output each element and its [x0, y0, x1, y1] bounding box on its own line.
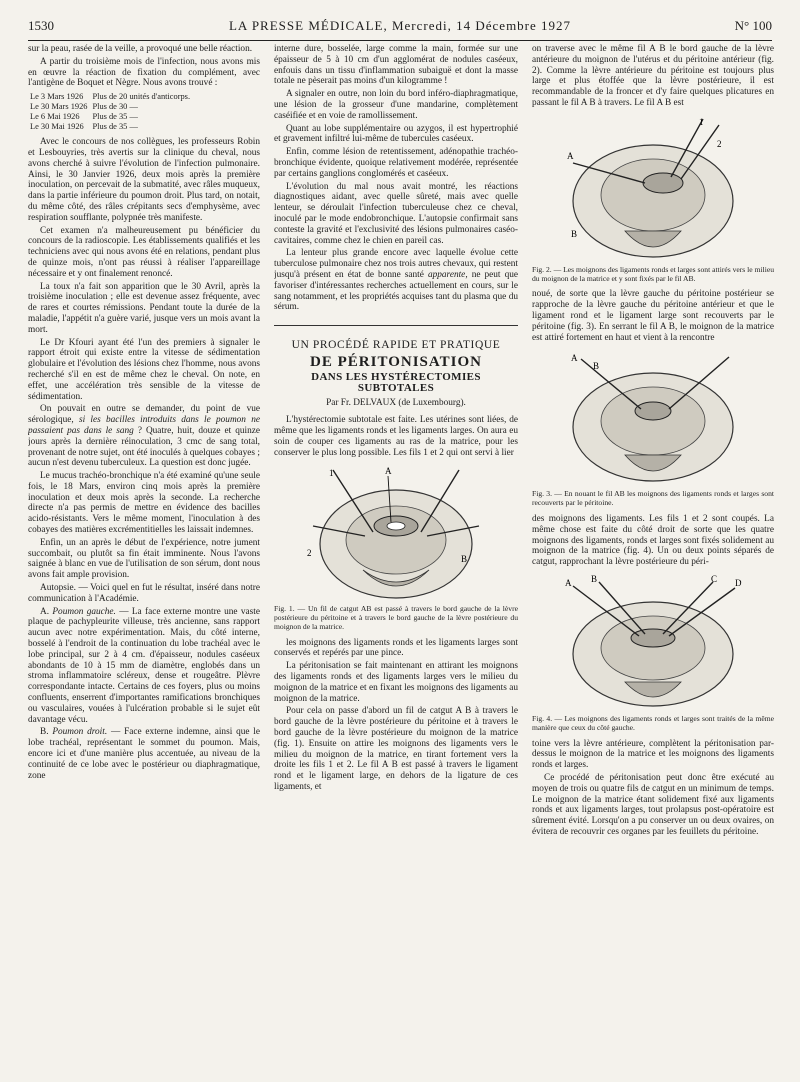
text-run: , ne peut que favoriser d'intéressantes recherches actuellement en cours, sur le sang notamment, et les propriétés acquises tant du plasma que du sérum. [274, 269, 518, 313]
figure-3-caption: Fig. 3. — En nouant le fil AB les moignons des ligaments ronds et larges sont recouverts par le péritoine. [532, 489, 774, 508]
text-run: — La face externe montre une vaste plaque de pachypleurite villeuse, très ancienne, sans rapport aucun avec notre expérimentation. Mais, du côté interne, bosselé à l'endroit de la continuation du lobe trachéal avec le lobe principal, sur 2 à 4 cm. d'épaisseur, nodules caséeux abondants de 10 à 15 mm de diamètre, englobés dans un stroma inflammatoire scléreux, dense et rougeâtre. Plèvre correspondante intacte. Certains de ces foyers, plus ou moins confluents, enserrent d'importantes ramifications bronchiques ou vasculaires, vouées à l'ulcération probable si le sujet eût davantage vécu. [28, 606, 260, 725]
table-row [30, 102, 195, 112]
figure-4-illustration [553, 572, 753, 712]
article-title: DE PÉRITONISATION [310, 353, 482, 370]
figure-4-caption: Fig. 4. — Les moignons des ligaments ronds et larges sont traités de la même manière que ceux du côté gauche. [532, 713, 774, 732]
fig4-label-b: B [591, 573, 598, 584]
cervical-opening [387, 522, 405, 530]
journal-title: LA PRESSE MÉDICALE, Mercredi, 14 Décembre 1927 [228, 18, 572, 33]
fig1-label-b: B [461, 554, 468, 565]
fig1-label-1: 1 [329, 468, 334, 479]
page-number: 1530 [28, 18, 54, 33]
italic-run: si les bacilles introduits dans le poumon ne passaient pas dans le sang [28, 415, 260, 436]
paragraph: Ce procédé de péritonisation peut donc être exécuté au moyen de trois ou quatre fils de catgut en un minimum de temps. Le moignon de la matrice étant solidement fixé aux ligaments ronds et aux ligaments larges, tout prolapsus post-opératoire est sûrement évité. Lorsqu'on a pu conserver un ou deux ovaires, on évitera de recouvrir ces organes par les feuillets du péritoine. [532, 772, 774, 837]
fig2-label-a: A [567, 150, 574, 161]
paragraph: toine vers la lèvre antérieure, complètent la péritonisation par-dessus le moignon de la matrice et les moignons des ligaments ronds et larges. [532, 738, 774, 771]
table-cell: Plus de 35 — [92, 122, 138, 132]
figure-1-illustration [293, 462, 499, 602]
paragraph: des moignons des ligaments. Les fils 1 et 2 sont coupés. La même chose est faite du côté droit de sorte que les quatre moignons des ligaments, ronds et larges sont fixés solidement au moignon de la matrice (fig. 4). Un ou deux points séparés de catgut, rapprochant la lèvre postérieure du péri- [532, 513, 774, 568]
fig2-label-b: B [571, 228, 578, 239]
paragraph: Le Dr Kfouri ayant été l'un des premiers à signaler le rapport étroit qui existe entre la vitesse de sédimentation globulaire et l'évolution des lésions chez l'homme, nous avons recherché s'il en est de même chez le cheval. On note, en effet, une accélération très sensible de la vitesse de sédimentation. [28, 337, 260, 402]
paragraph: Enfin, un an après le début de l'expérience, notre jument succombait, ou plutôt sa fin était imminente. Nous l'avons saignée à blanc en vue de l'utilisation de son sérum, dont nous avons fait ample provision. [28, 537, 260, 581]
table-cell: Plus de 30 — [92, 102, 138, 112]
fig2-label-2: 2 [717, 138, 722, 149]
article-subtitle: DANS LES HYSTÉRECTOMIES SUBTOTALES [311, 370, 481, 394]
paragraph: La toux n'a fait son apparition que le 30 Avril, après la troisième inoculation ; elle est devenue assez fréquente, avec de rares et courtes rémissions. Pendant toute la durée de la maladie, l'appétit n'a guère varié, jusque vers un mois avant la mort. [28, 281, 260, 335]
paragraph [28, 607, 260, 726]
table-row [30, 122, 195, 132]
fig3-label-b: B [593, 361, 600, 372]
uterine-stump [631, 629, 675, 647]
paragraph: on traverse avec le même fil A B le bord gauche de la lèvre antérieure du moignon de l'utérus et du péritoine antérieur (fig. 2). Comme la lèvre antérieure du péritoine est toujours plus large et plus étoffée que la lèvre postérieure, il est recommandable de la froncer et d'y faire quelques plicatures en passant le fil A B à travers. Le fil A B est [532, 44, 774, 108]
text-run: — Face externe indemne, ainsi que le lobe trachéal, représentant le sommet du poumon. Mais, encore ici et d'une manière plus accentuée, au niveau de la continuité de ce lobe avec le postérieur ou diaphragmatique, zone [28, 727, 260, 781]
paragraph: L'hystérectomie subtotale est faite. Les utérines sont liées, de même que les ligaments ronds et les ligaments larges. On aura eu soin de couper ces ligaments au ras de la matrice, pour les conserver le plus long possible. Les fils 1 et 2 qui ont servi à lier [274, 415, 518, 458]
fig1-label-2: 2 [307, 548, 312, 559]
table-cell: Plus de 35 — [92, 112, 138, 122]
paragraph: Avec le concours de nos collègues, les professeurs Robin et Lesbouyries, très avertis sur la clinique du cheval, nous avons cherché à suivre l'évolution de l'infection pulmonaire. Ainsi, le 30 Janvier 1926, deux mois après la première inoculation, on percevait de la submatité, avec râles muqueux, dans la partie inférieure du poumon droit. Plus tard, on notait, du même côté, des râles crépitants secs d'emphysème, avec respiration soufflante, polypnée très manifeste. [28, 137, 260, 223]
figure-1-caption: Fig. 1. — Un fil de catgut AB est passé à travers le bord gauche de la lèvre postérieure du péritoine et à travers le bord gauche de la lèvre postérieure du moignon de la matrice. [274, 604, 518, 631]
article-kicker: UN PROCÉDÉ RAPIDE ET PRATIQUE [291, 339, 501, 352]
fig4-label-a: A [565, 577, 572, 588]
table-cell: Le 30 Mai 1926 [30, 122, 84, 132]
figure-3-illustration [553, 347, 753, 487]
paragraph: Autopsie. — Voici quel en fut le résultat, inséré dans notre communication à l'Académie. [28, 583, 260, 604]
paragraph: Enfin, comme lésion de retentissement, adénopathie trachéo-bronchique évidente, quoique relativement modérée, représentée par certains ganglions conglomérés et caséeux. [274, 147, 518, 179]
pelvic-field [601, 159, 705, 231]
paragraph: La péritonisation se fait maintenant en attirant les moignons des ligaments ronds et des ligaments larges vers le milieu du moignon de la matrice et en fixant les moignons des ligaments au moignon de la matrice. [274, 661, 518, 704]
table-cell: Le 3 Mars 1926 [30, 92, 84, 102]
issue-number: N° 100 [734, 18, 772, 33]
paragraph: interne dure, bosselée, large comme la main, formée sur une épaisseur de 5 à 10 cm d'un agglomérat de nodules caséeux, enfouis dans un tissu d'inflammation subaiguë et dont la masse totale ne pèserait pas moins d'un kilogramme ! [274, 44, 518, 87]
pelvic-field [601, 387, 705, 455]
paragraph: Quant au lobe supplémentaire ou azygos, il est hypertrophié et gravement infiltré lui-même de tubercules caséeux. [274, 123, 518, 145]
fig3-label-a: A [571, 353, 578, 364]
text-run: A. [40, 606, 53, 617]
paragraph: A partir du troisième mois de l'infection, nous avons mis en œuvre la réaction de fixation du complément, avec l'antigène de Boquet et Nègre. Nous avons trouvé : [28, 56, 260, 89]
fig1-label-a: A [385, 466, 392, 477]
figure-2-caption: Fig. 2. — Les moignons des ligaments ronds et larges sont attirés vers le milieu du moignon de la matrice et y sont fixés par le fil AB. [532, 264, 774, 283]
paragraph: L'évolution du mal nous avait montré, les réactions diagnostiques aidant, avec quelle sûreté, mais avec quelle lenteur, se déroulait l'infection tuberculeuse chez ce cheval, inoculé par le mode endobronchique. L'autopsie confirmait sans conteste la gravité et l'exclusivité des lésions pulmonaires caséo-cavitaires, comme chez le chien en pareil cas. [274, 181, 518, 246]
serology-table [30, 92, 195, 132]
table-cell: Le 6 Mai 1926 [30, 112, 80, 122]
table-cell: Plus de 20 unités d'anticorps. [92, 92, 191, 102]
page-header [28, 18, 772, 41]
paragraph [28, 404, 260, 469]
fig2-label-1: 1 [699, 116, 704, 127]
paragraph [28, 727, 260, 781]
column-middle [274, 44, 518, 1074]
pelvic-field [601, 616, 705, 680]
uterine-stump [643, 173, 683, 193]
paragraph: sur la peau, rasée de la veille, a provoqué une belle réaction. [28, 44, 253, 54]
uterine-stump [635, 402, 671, 420]
fig4-label-d: D [735, 577, 742, 588]
paragraph: A signaler en outre, non loin du bord inféro-diaphragmatique, une lésion de la grosseur d'une mandarine, complètement caséifiée et en voie de ramollissement. [274, 89, 518, 121]
text-run: La lenteur plus grande encore avec laquelle évolue cette tuberculose pulmonaire chez nos trois autres chevaux, qui restent jusqu'à présent en état de bonne santé [274, 248, 518, 280]
article-author: Par Fr. DELVAUX (de Luxembourg). [326, 398, 466, 409]
paragraph: noué, de sorte que la lèvre gauche du péritoine postérieur se rapproche de la lèvre gauche du péritoine antérieur et que le ligament rond et le ligament large sont recouverts par le péritoine (fig. 3). En serrant le fil A B, le moignon de la matrice est attiré fortement en haut et vient à la rencontre [532, 289, 774, 343]
table-cell: Le 30 Mars 1926 [30, 102, 88, 112]
paragraph: Cet examen n'a malheureusement pu bénéficier du concours de la radioscopie. Les établissements qualifiés et les techniciens avec qui nous avons été en relations, pendant plus de quinze mois, n'ont pas réussi à réaliser l'appareillage nécessaire et y ont finalement renoncé. [28, 225, 260, 279]
column-right [532, 44, 774, 1074]
italic-run: Poumon droit. [52, 727, 108, 738]
figure-2-illustration [553, 113, 753, 263]
article-heading [274, 325, 518, 409]
text-run: B. [40, 727, 53, 738]
column-left [28, 44, 260, 1074]
text-run: On pouvait en outre se demander, du point de vue sérologique, [28, 404, 260, 426]
table-row [30, 92, 195, 102]
paragraph: les moignons des ligaments ronds et les ligaments larges sont conservés et repérés par une pince. [274, 637, 518, 659]
text-run: ? Quatre, huit, douze et quinze jours après la dernière réinoculation, 3 cmc de sang total, provenant de notre sujet, ont été inoculés à quelques cobayes ; aucun n'est devenu tuberculeux. La question est donc jugée. [28, 425, 260, 469]
paragraph: Le mucus trachéo-bronchique n'a été examiné qu'une seule fois, le 18 Mars, environ cinq mois après la première inoculation et deux mois après la seconde. La recherche directe n'a pas permis de mettre en évidence des bacilles acido-résistants. Vers le même moment, l'inoculation à des cobayes des matières excrémentitielles les laissait indemnes. [28, 471, 260, 536]
italic-run: apparente [427, 269, 466, 280]
table-row [30, 112, 195, 122]
paragraph [274, 248, 518, 313]
paragraph: Pour cela on passe d'abord un fil de catgut A B à travers le bord gauche de la lèvre postérieure du péritoine et à travers le bord gauche de la lèvre postérieure du moignon de la matrice (fig. 1). Ensuite on attire les moignons des ligaments vers le milieu du moignon de la matrice, en tirant fortement vers la droite les fils 1 et 2. Le fil A B est passé à travers le ligament rond et le ligament large, en dehors de la ligature de ces ligaments, et [274, 706, 518, 793]
italic-run: Poumon gauche. [52, 606, 116, 617]
fig4-label-c: C [711, 573, 718, 584]
